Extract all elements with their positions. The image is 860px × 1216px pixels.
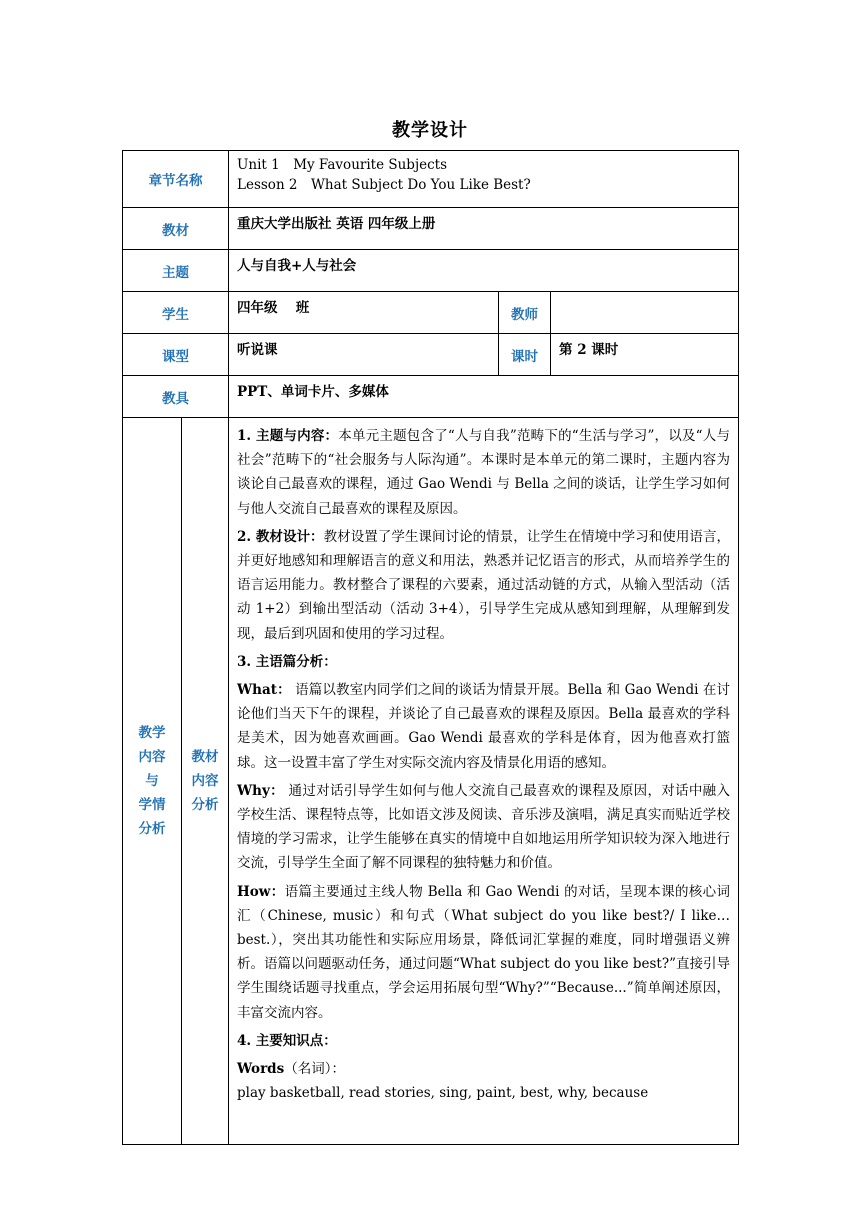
- tools-value: PPT、单词卡片、多媒体: [229, 376, 739, 418]
- row-lesson-type: [123, 334, 739, 376]
- what-paragraph: [237, 678, 730, 775]
- section-1-body: 本单元主题包含了“人与自我”范畴下的“生活与学习”，以及“人与社会”范畴下的“社会服务与人际沟通”。本课时是本单元的第二课时，主题内容为谈论自己最喜欢的课程，通过 Gao Wendi 与 Bella 之间的谈话，让学生学习如何与他人交流自己最喜欢的课程及原因。: [237, 428, 730, 517]
- row-theme: [123, 250, 739, 292]
- outer-label-5: 分析: [138, 821, 166, 837]
- inner-label-1: 教材: [191, 749, 219, 765]
- analysis-labels-cell: [123, 418, 229, 1145]
- words-heading: Words: [237, 1061, 285, 1078]
- textbook-value: 重庆大学出版社 英语 四年级上册: [229, 208, 739, 250]
- chapter-unit: Unit 1 My Favourite Subjects: [237, 157, 448, 173]
- how-heading: How：: [237, 883, 285, 900]
- teacher-label: 教师: [499, 292, 551, 334]
- section-2-body: 教材设置了学生课间讨论的情景，让学生在情境中学习和使用语言，并更好地感知和理解语言的意义和用法，熟悉并记忆语言的形式，从而培养学生的语言运用能力。教材整合了课程的六要素，通过活动链的方式，从输入型活动（活动 1+2）到输出型活动（活动 3+4），引导学生完成从感知到理解，从理解到发现，最后到巩固和使用的学习过程。: [237, 528, 731, 642]
- theme-label: 主题: [123, 250, 229, 292]
- theme-value: 人与自我+人与社会: [229, 250, 739, 292]
- student-value: 四年级 班: [229, 292, 499, 334]
- textbook-label: 教材: [123, 208, 229, 250]
- section-3-heading: 3. 主语篇分析：: [237, 653, 337, 670]
- chapter-label: 章节名称: [123, 151, 229, 208]
- period-label: 课时: [499, 334, 551, 376]
- inner-label-2: 内容: [191, 773, 219, 789]
- analysis-label-split: [123, 418, 228, 1144]
- row-textbook: [123, 208, 739, 250]
- outer-label-1: 教学: [138, 725, 166, 741]
- section-textbook-design: [237, 525, 730, 646]
- words-list: play basketball, read stories, sing, paint, best, why, because: [237, 1085, 649, 1102]
- words-heading-line: [237, 1057, 730, 1081]
- row-student: [123, 292, 739, 334]
- why-body: 通过对话引导学生如何与他人交流自己最喜欢的课程及原因，对话中融入学校生活、课程特点等，比如语文涉及阅读、音乐涉及演唱，满足真实而贴近学校情境的学习需求，让学生能够在真实的情境中自如地运用所学知识较为深入地进行交流，引导学生全面了解不同课程的独特魅力和价值。: [237, 782, 730, 872]
- period-value: 第 2 课时: [551, 334, 739, 376]
- outer-label-2: 内容: [138, 749, 166, 765]
- section-1-heading: 1. 主题与内容：: [237, 428, 339, 444]
- words-note: （名词）：: [284, 1061, 345, 1078]
- row-chapter: [123, 151, 739, 208]
- lesson-type-label: 课型: [123, 334, 229, 376]
- row-analysis: [123, 418, 739, 1145]
- outer-label-3: 与: [145, 773, 159, 789]
- lesson-type-value: 听说课: [229, 334, 499, 376]
- how-body: 语篇主要通过主线人物 Bella 和 Gao Wendi 的对话，呈现本课的核心词汇（Chinese, music）和句式（What subject do you like best?/ I like… best.），突出其功能性和实际应用场景，降低词汇掌握的难度，同时增强语义辨析。语篇以问题驱动任务，通过问题“What subject do you like best?”直接引导学生围绕话题寻找重点，学会运用拓展句型“Why?”“Because...”简单阐述原因，丰富交流内容。: [237, 883, 730, 1021]
- outer-label-4: 学情: [138, 797, 166, 813]
- what-body: 语篇以教室内同学们之间的谈话为情景开展。Bella 和 Gao Wendi 在讨论他们当天下午的课程，并谈论了自己最喜欢的课程及原因。Bella 最喜欢的学科是美术，因为她喜欢画画。Gao Wendi 最喜欢的学科是体育，因为他喜欢打篮球。这一设置丰富了学生对实际交流内容及情景化用语的感知。: [237, 682, 730, 771]
- section-4-heading: 4. 主要知识点：: [237, 1032, 337, 1049]
- chapter-lesson: Lesson 2 What Subject Do You Like Best?: [237, 177, 531, 193]
- how-paragraph: [237, 880, 730, 1025]
- analysis-content: [229, 418, 739, 1145]
- tools-label: 教具: [123, 376, 229, 418]
- why-paragraph: [237, 779, 730, 876]
- teacher-value: [551, 292, 739, 334]
- section-theme-content: [237, 424, 730, 521]
- student-label: 学生: [123, 292, 229, 334]
- outer-label: [123, 418, 182, 1144]
- what-heading: What：: [237, 682, 291, 699]
- document-title: 教学设计: [392, 120, 468, 141]
- inner-label-3: 分析: [191, 797, 219, 813]
- lesson-plan-table: [122, 150, 739, 1145]
- inner-label: [182, 418, 229, 1144]
- row-tools: [123, 376, 739, 418]
- chapter-value: [229, 151, 739, 208]
- why-heading: Why：: [237, 782, 284, 799]
- section-2-heading: 2. 教材设计：: [237, 528, 324, 545]
